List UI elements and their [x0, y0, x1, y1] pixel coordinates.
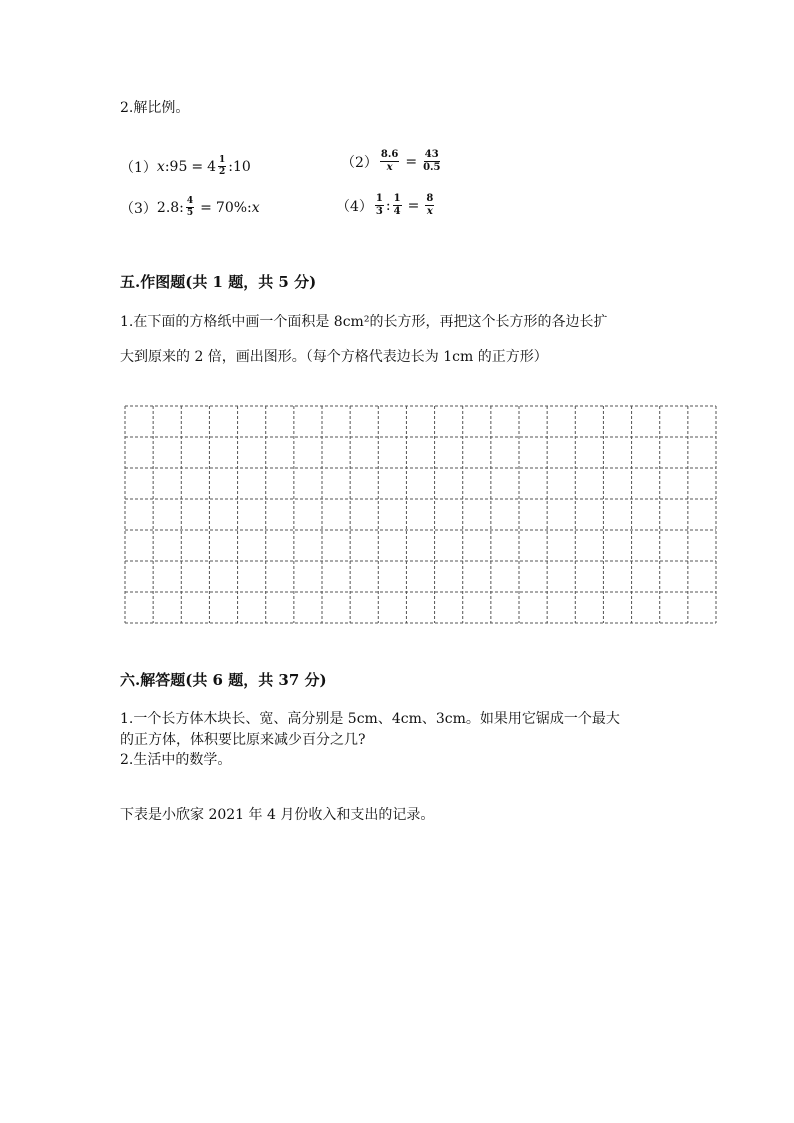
section-5-question-1-line-1: 1.在下面的方格纸中画一个面积是 8cm²的长方形，再把这个长方形的各边长扩	[120, 314, 608, 330]
proportion-1-variable: x	[156, 158, 165, 175]
grid-paper	[124, 405, 717, 624]
proportion-3-lhs: 2.8:	[156, 199, 184, 216]
proportion-3-label: （3）	[120, 200, 157, 217]
proportion-2	[341, 150, 442, 173]
proportion-3-variable: x	[251, 199, 260, 216]
proportion-1-fraction	[218, 156, 226, 177]
proportion-3-numerator: 4	[186, 196, 194, 206]
section-6-question-1-line-2: 的正方体，体积要比原来减少百分之几?	[120, 732, 366, 748]
proportion-4-fraction-2	[393, 194, 402, 217]
section-6-title: 六.解答题(共 6 题，共 37 分)	[120, 671, 327, 689]
section-5-question-1-line-2: 大到原来的 2 倍，画出图形。（每个方格代表边长为 1cm 的正方形）	[120, 349, 548, 365]
proportion-3-denominator: 5	[186, 208, 194, 218]
proportion-1	[120, 156, 251, 177]
proportion-1-rhs-value: 10	[233, 158, 251, 175]
proportion-4-numerator-1: 1	[375, 193, 383, 204]
section-6-question-2-description: 下表是小欣家 2021 年 4 月份收入和支出的记录。	[120, 807, 435, 823]
proportion-1-denominator: 2	[219, 167, 226, 177]
section-5-title: 五.作图题(共 1 题，共 5 分)	[120, 273, 317, 291]
proportion-2-numerator-right: 43	[424, 149, 439, 160]
proportion-2-fraction-right	[423, 150, 440, 173]
proportion-3	[120, 197, 260, 218]
proportion-4-numerator-3: 8	[426, 193, 434, 204]
proportion-4-denominator-3: x	[426, 206, 433, 217]
section-6-question-1-line-1: 1.一个长方体木块长、宽、高分别是 5cm、4cm、3cm。如果用它锯成一个最大	[120, 711, 620, 727]
proportion-1-whole: 4	[207, 158, 217, 175]
proportion-3-fraction	[186, 197, 194, 218]
proportion-3-percent: 70%:	[215, 199, 252, 216]
proportion-4-denominator-1: 3	[375, 206, 383, 217]
proportion-2-denominator-left: x	[386, 162, 393, 173]
proportion-4-fraction-3	[425, 194, 434, 217]
proportion-1-label: （1）	[120, 159, 157, 176]
proportion-1-numerator: 1	[219, 155, 226, 165]
proportion-1-equals: =	[191, 158, 204, 175]
proportion-2-denominator-right: 0.5	[423, 162, 441, 173]
proportion-1-colon: :	[164, 158, 170, 175]
proportion-4-denominator-2: 4	[393, 206, 401, 217]
proportion-2-label: （2）	[341, 154, 378, 171]
proportion-2-fraction-left	[380, 150, 399, 173]
proportion-4	[336, 194, 436, 217]
proportion-2-equals: =	[405, 153, 418, 170]
proportion-4-colon: :	[385, 197, 391, 214]
proportion-2-numerator-left: 8.6	[380, 149, 399, 160]
proportion-4-equals: =	[407, 197, 420, 214]
proportion-4-numerator-2: 1	[393, 193, 401, 204]
proportion-1-value: 95	[169, 158, 188, 175]
proportion-1-rhs-colon: :	[228, 158, 234, 175]
proportion-4-fraction-1	[375, 194, 384, 217]
section-6-question-2: 2.生活中的数学。	[120, 752, 232, 768]
proportion-4-label: （4）	[336, 198, 373, 215]
question-2-title: 2.解比例。	[120, 100, 190, 116]
proportion-3-equals: =	[200, 199, 212, 216]
